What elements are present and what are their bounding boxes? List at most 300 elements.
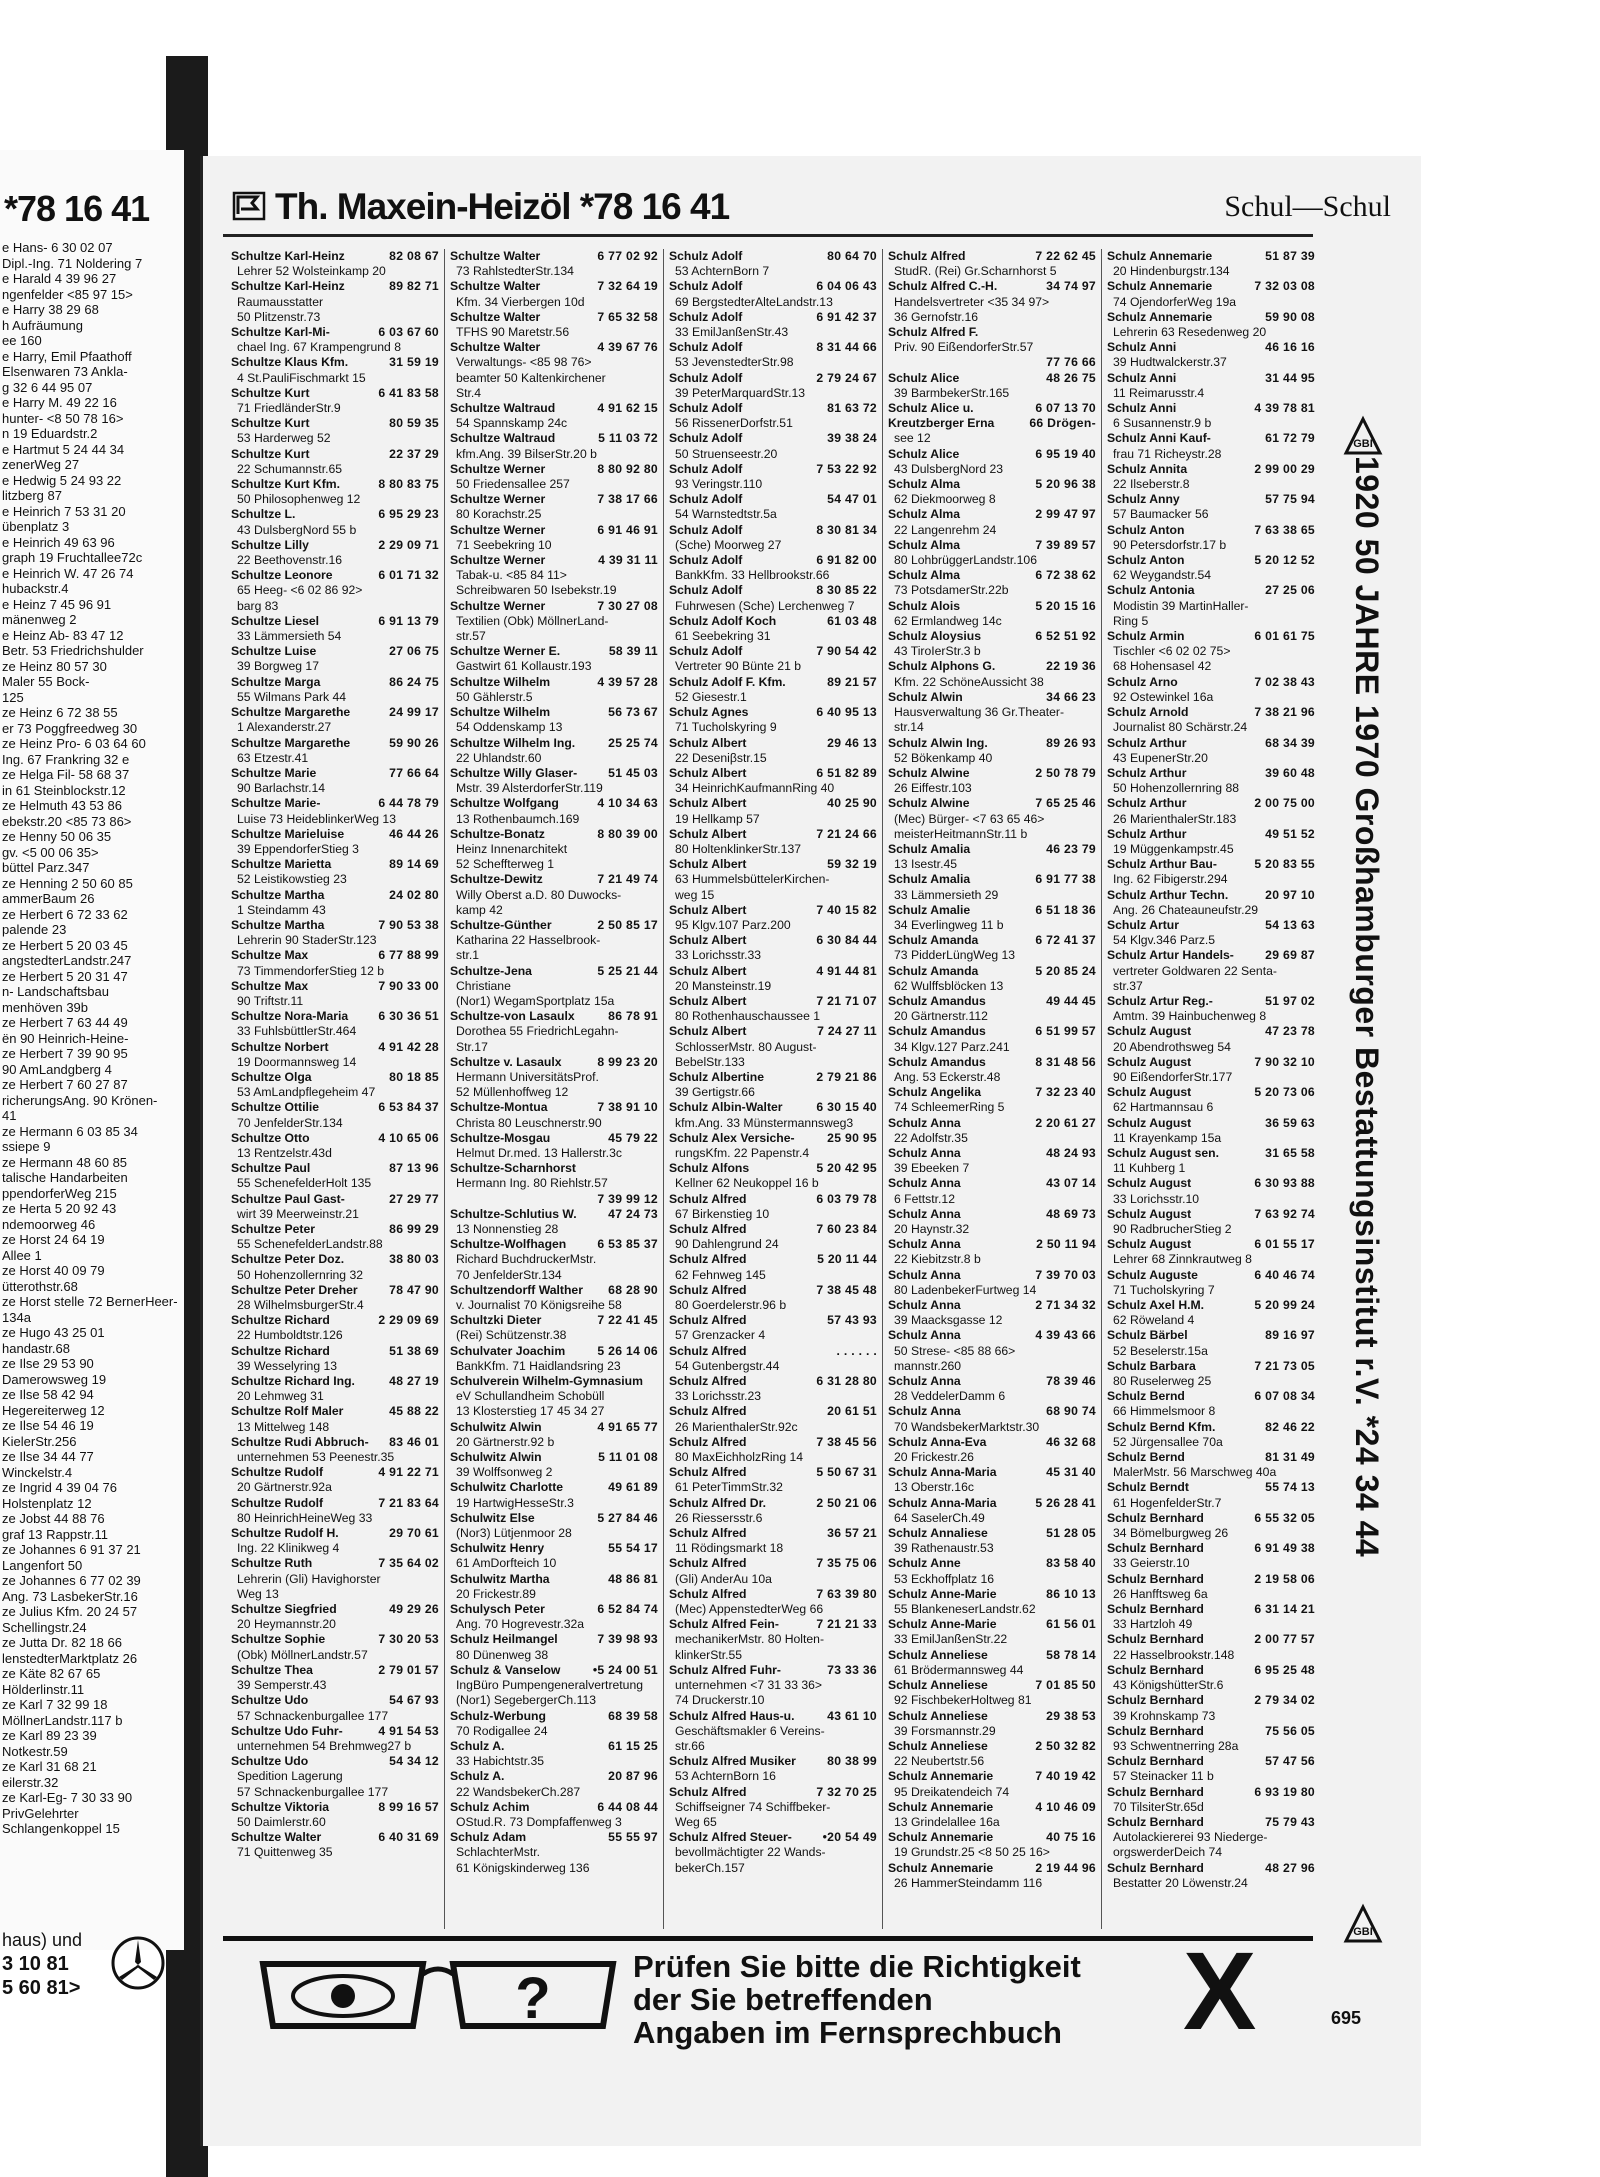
listing-entry [888,1176,1096,1206]
address-line: 61 PeterTimmStr.32 [675,1480,783,1495]
address-line: 20 Abendrothsweg 54 [1113,1039,1231,1054]
listing-entry [669,1556,877,1586]
listing-entry [1107,1861,1315,1891]
subscriber-name: Schultze Lilly [231,537,309,552]
subscriber-name: Schulz Bernhard [1107,1784,1204,1799]
address-line: Lehrer 68 Zinnkrautweg 8 [1113,1252,1252,1267]
address-line: 19 Müggenkampstr.45 [1113,841,1234,856]
listing-entry [1107,1116,1315,1146]
address-line: 61 Brödermannsweg 44 [894,1662,1024,1677]
listing-entry [450,736,658,766]
address-line: 90 Dahlengrund 24 [675,1237,779,1252]
address-line: Geschäftsmakler 6 Vereins- [675,1723,825,1738]
address-line: (Nor3) Lütjenmoor 28 [456,1526,572,1541]
phone-number: 6 72 38 62 [1035,568,1096,583]
listing-entry [231,1693,439,1723]
listing-entry [231,1161,439,1191]
phone-number: 47 24 73 [608,1206,658,1221]
address-line: 70 WandsbekerMarktstr.30 [894,1419,1040,1434]
listing-entry [888,1496,1096,1526]
listing-entry [1107,492,1315,522]
listing-entry [231,355,439,385]
listing-entry [888,416,1096,446]
listing-entry [888,659,1096,689]
subscriber-name: Schulz Bernd Kfm. [1107,1419,1216,1434]
subscriber-name: Schulz Adolf [669,340,743,355]
phone-number: 6 30 15 40 [816,1100,877,1115]
subscriber-name: Schulz Anneliese [888,1738,988,1753]
left-footer-line: 3 10 81 [2,1953,69,1975]
phone-number: 5 26 14 06 [597,1343,658,1358]
subscriber-name: Schultze Walter [450,340,541,355]
left-listing-line: ze Herbert 7 39 90 95 [2,1046,128,1061]
left-listing-line: ze Horst 40 09 79 [2,1263,105,1278]
phone-number: 59 32 19 [827,857,877,872]
subscriber-name: Schulz Axel H.M. [1107,1298,1205,1313]
phone-number: 48 27 19 [389,1374,439,1389]
subscriber-name: Schulz Artur Reg.- [1107,993,1213,1008]
address-line: 74 OjendorferWeg 19a [1113,294,1237,309]
address-line: Weg 13 [237,1586,279,1601]
listing-entry [450,1480,658,1510]
phone-number: 4 10 46 09 [1035,1799,1096,1814]
address-line: 62 Hartmannsau 6 [1113,1100,1214,1115]
subscriber-name: Schultze Rudi Abbruch- [231,1434,369,1449]
left-listing-line: Hegereiterweg 12 [2,1402,105,1418]
phone-number: 4 39 57 28 [597,674,658,689]
left-page-header: *78 16 41 [4,188,150,229]
address-line: str.57 [456,629,486,644]
phone-number: 6 53 85 37 [597,1237,658,1252]
phone-number: 81 31 49 [1265,1450,1315,1465]
listing-entry [669,675,877,705]
address-line: 70 JenfelderStr.134 [237,1115,343,1130]
subscriber-name: Schultze Leonore [231,568,333,583]
address-line: 33 Lämmersieth 54 [237,629,342,644]
subscriber-name: Schulwitz Alwin [450,1419,542,1434]
phone-number: 87 13 96 [389,1161,439,1176]
address-line: 39 Maacksgasse 12 [894,1313,1003,1328]
subscriber-name: Schultze Marieluise [231,826,345,841]
listing-entry [450,1192,658,1207]
subscriber-name: Schulz Anna [888,1176,961,1191]
left-listing-line: e Hartmut 5 24 44 34 [2,441,125,457]
phone-number: 75 79 43 [1265,1814,1315,1829]
subscriber-name: Schulz Amalie [888,902,971,917]
phone-number: 5 20 96 38 [1035,477,1096,492]
subscriber-name: Schulz Arthur [1107,796,1187,811]
subscriber-name: Schulz Anneliese [888,1678,988,1693]
listing-entry [231,1192,439,1222]
address-line: 13 Mittelweg 148 [237,1419,330,1434]
listing-entry [1107,766,1315,796]
subscriber-name: Schultze Siegfried [231,1602,337,1617]
listing-entry [1107,1450,1315,1480]
listing-entry [450,918,658,964]
left-listing-line: e Heinz Ab- 83 47 12 [2,627,124,643]
left-listing-line: ze Herbert 7 60 27 87 [2,1077,128,1092]
phone-number: 4 91 62 15 [597,401,658,416]
subscriber-name: Schulz Bernhard [1107,1510,1204,1525]
phone-number: 4 91 65 77 [597,1419,658,1434]
subscriber-name: Schulz Albert [669,902,747,917]
listing-entry [669,1374,877,1404]
address-line: Ang. 26 Chateauneufstr.29 [1113,902,1259,917]
listing-entry [450,1283,658,1313]
phone-number: 51 87 39 [1265,249,1315,263]
phone-number: 8 80 39 00 [597,826,658,841]
address-line: Ing. 62 Fibigerstr.294 [1113,872,1228,887]
phone-number: 5 50 67 31 [816,1465,877,1480]
phone-number: 7 38 17 66 [597,492,658,507]
address-line: 62 Fehnweg 145 [675,1267,766,1282]
subscriber-name: Schulz Bernhard [1107,1693,1204,1708]
subscriber-name: Schulz Bernhard [1107,1754,1204,1769]
subscriber-name: Schultze Marie- [231,796,321,811]
subscriber-name: Schultze Waltraud [450,401,556,416]
left-listing-line: ze Herbert 5 20 03 45 [2,937,128,953]
phone-number: 2 19 58 06 [1254,1571,1315,1586]
address-line: 19 Doormannsweg 14 [237,1054,357,1069]
phone-number: 40 75 16 [1046,1830,1096,1845]
phone-number: 39 60 48 [1265,765,1315,780]
left-listing-line: ze Ilse 34 44 77 [2,1449,94,1464]
listing-entry [1107,1389,1315,1419]
phone-number: 89 14 69 [389,857,439,872]
left-listing-line: ze Jutta Dr. 82 18 66 [2,1635,122,1650]
subscriber-name: Schulz Annemarie [888,1769,994,1784]
funeral-ad-sidebar [1333,438,1403,1976]
phone-number: 4 91 42 28 [378,1039,439,1054]
subscriber-name: Schulz Bernd [1107,1450,1185,1465]
phone-number: 4 10 65 06 [378,1130,439,1145]
subscriber-name: Schulz Arthur [1107,765,1187,780]
subscriber-name: Schulz Arthur [1107,735,1187,750]
subscriber-name: Schultze Max [231,978,309,993]
address-line: barg 83 [237,598,279,613]
phone-number: 4 39 78 81 [1254,401,1315,416]
left-listing-line: er 73 Poggfreedweg 30 [2,720,138,736]
subscriber-name: Schultze-Bonatz [450,826,545,841]
listing-entry [669,371,877,401]
notice-line: der Sie betreffenden [633,1982,933,2017]
phone-number: 2 50 32 82 [1035,1738,1096,1753]
listing-entry [888,1678,1096,1708]
address-line: 69 BergstedterAlteLandstr.13 [675,294,833,309]
address-line: unternehmen 53 Peenestr.35 [237,1450,395,1465]
phone-number: 6 31 14 21 [1254,1602,1315,1617]
subscriber-name: Schultze Martha [231,887,325,902]
phone-number: 7 38 45 56 [816,1434,877,1449]
phone-number: 7 65 32 58 [597,309,658,324]
address-line: 26 Eiffestr.103 [894,781,972,796]
subscriber-name: Schultze Kurt [231,385,310,400]
address-line: (Gli) AnderAu 10a [675,1571,772,1586]
address-line: 22 Humboldtstr.126 [237,1328,343,1343]
left-listing-line: 41 [2,1108,17,1123]
left-listing-line: 134a [2,1309,31,1325]
address-line: 22 Beethovenstr.16 [237,553,343,568]
listing-entry [1107,1602,1315,1632]
address-line: 34 Klgv.127 Parz.241 [894,1039,1010,1054]
listing-entry [888,568,1096,598]
phone-number: 6 91 46 91 [597,522,658,537]
address-line: Kellner 62 Neukoppel 16 b [675,1176,819,1191]
phone-number: 4 39 43 66 [1035,1328,1096,1343]
address-line: 20 Heymannstr.20 [237,1617,336,1632]
listing-entry [450,1374,658,1420]
subscriber-name: Schulwitz Alwin [450,1450,542,1465]
phone-number: 7 02 38 43 [1254,674,1315,689]
address-line: (Mec) AppenstedterWeg 66 [675,1602,824,1617]
left-listing-line: mänenweg 2 [2,612,77,627]
listing-entry [450,796,658,826]
address-line: Spedition Lagerung [237,1769,343,1784]
listing-entry [1107,629,1315,675]
phone-number: 29 69 87 [1265,948,1315,963]
subscriber-name: Schulz Anneliese [888,1647,988,1662]
svg-text:GBI: GBI [1353,438,1373,450]
subscriber-name: Schultze Werner E. [450,644,561,659]
phone-number: 82 08 67 [389,249,439,263]
address-line: 80 LadenbekerFurtweg 14 [894,1282,1037,1297]
listing-entry [669,766,877,796]
phone-number: 54 67 93 [389,1693,439,1708]
subscriber-name: Schulz Adolf [669,553,743,568]
subscriber-name: Schulz Auguste [1107,1267,1198,1282]
subscriber-name: Schulz Armin [1107,629,1185,644]
address-line: 52 Bökenkamp 40 [894,750,993,765]
address-line: 54 Gutenbergstr.44 [675,1358,780,1373]
listing-entry [669,644,877,674]
listing-entry [1107,705,1315,735]
listing-entry [669,1526,877,1556]
subscriber-name: Schulz Annemarie [888,1799,994,1814]
address-line: 73 PidderLüngWeg 13 [894,948,1016,963]
address-line: chael Ing. 67 Krampengrund 8 [237,340,401,355]
phone-number: 6 95 29 23 [378,507,439,522]
subscriber-name: Schulz August [1107,1024,1192,1039]
listing-entry [1107,888,1315,918]
listing-entry [450,766,658,796]
listing-entry [450,644,658,674]
address-line: 1 Steindamm 43 [237,902,326,917]
address-line: 20 Gärtnerstr.92 b [456,1434,555,1449]
phone-number: 7 32 03 08 [1254,279,1315,294]
subscriber-name: Schulz Adolf [669,431,743,446]
subscriber-name: Schulwitz Else [450,1510,535,1525]
address-line: Str.4 [456,385,482,400]
left-listing-line: e Hans- 6 30 02 07 [2,240,113,255]
address-line: SchlachterMstr. [456,1845,540,1860]
address-line: kfm.Ang. 39 BilserStr.20 b [456,446,597,461]
subscriber-name: Schulz Heilmangel [450,1632,558,1647]
phone-number: 2 79 21 86 [816,1069,877,1084]
address-line: Amtm. 39 Hainbuchenweg 8 [1113,1009,1267,1024]
phone-number: 6 95 19 40 [1035,446,1096,461]
listing-entry [888,1055,1096,1085]
address-line: Christiane [456,978,511,993]
address-line: 43 KönigshütterStr.6 [1113,1678,1224,1693]
phone-number: 4 91 22 71 [378,1465,439,1480]
left-listing-line: handastr.68 [2,1340,70,1356]
subscriber-name: Schulz Alfred Dr. [669,1495,767,1510]
phone-number: 7 90 32 10 [1254,1054,1315,1069]
address-line: Gastwirt 61 Kollaustr.193 [456,659,592,674]
subscriber-name: Schulz Alfred Musiker [669,1754,796,1769]
address-line: 90 Triftstr.11 [237,993,304,1008]
phone-number: 27 06 75 [389,644,439,659]
phone-number: 83 46 01 [389,1434,439,1449]
listing-entry [888,964,1096,994]
phone-number: 6 93 19 80 [1254,1784,1315,1799]
subscriber-name: Schulz Alphons G. [888,659,996,674]
phone-number: •5 24 00 51 [592,1662,658,1677]
phone-number: 7 40 19 42 [1035,1769,1096,1784]
address-line: 52 Scheffterweg 1 [456,857,555,872]
left-listing-line: MöllnerLandstr.117 b [2,1712,123,1728]
address-line: BankKfm. 71 Haidlandsring 23 [456,1358,621,1373]
subscriber-name: Schulz Anna [888,1267,961,1282]
phone-number: 54 13 63 [1265,917,1315,932]
subscriber-name: Schulz Bernd [1107,1389,1185,1404]
subscriber-name: Schulz Anna-Eva [888,1434,987,1449]
address-line: 66 Himmelsmoor 8 [1113,1404,1216,1419]
phone-number: 7 35 64 02 [378,1556,439,1571]
listing-entry [450,675,658,705]
phone-number: 73 33 36 [827,1662,877,1677]
listing-entry [450,279,658,309]
address-line: 80 HoltenklinkerStr.137 [675,841,802,856]
listing-entry [1107,1024,1315,1054]
phone-number: 27 25 06 [1265,583,1315,598]
subscriber-name: Schulz Alwine [888,765,970,780]
address-line: 62 Weygandstr.54 [1113,568,1212,583]
address-line: 55 SchenefelderHolt 135 [237,1176,372,1191]
subscriber-name: Schulz Alfred [669,1343,747,1358]
phone-number: 6 40 95 13 [816,705,877,720]
left-listing-line: ebekstr.20 <85 73 86> [2,813,132,829]
listing-entry [231,1830,439,1860]
phone-number: 68 90 74 [1046,1404,1096,1419]
listing-entry [669,964,877,994]
phone-number: 7 65 25 46 [1035,796,1096,811]
listing-entry [450,523,658,553]
subscriber-name: Schultze Walter [450,309,541,324]
subscriber-name: Schultze Liesel [231,613,320,628]
address-line: 13 Rothenbaumch.169 [456,811,580,826]
address-line: (Nor1) SegebergerCh.113 [456,1693,597,1708]
address-line: 74 Druckerstr.10 [675,1693,765,1708]
subscriber-name: Schulz Amanda [888,963,979,978]
phone-number: 2 79 01 57 [378,1662,439,1677]
phone-number: 2 50 21 06 [816,1495,877,1510]
address-line: 22 Uhlandstr.60 [456,750,542,765]
listing-entry [1107,553,1315,583]
address-line: 39 Semperstr.43 [237,1678,327,1693]
subscriber-name: Schultze Kurt [231,416,310,431]
address-line: 53 Eckhoffplatz 16 [894,1571,995,1586]
phone-number: 89 16 97 [1265,1328,1315,1343]
left-listing-line: n- Landschaftsbau [2,984,109,999]
address-line: 4 St.PauliFischmarkt 15 [237,370,366,385]
subscriber-name: Schulz Arthur [1107,826,1187,841]
listing-entry [231,279,439,325]
listing-entry [231,1526,439,1556]
listing-entry [888,1830,1096,1860]
address-line: 93 Veringstr.110 [675,477,763,492]
phone-number: 36 57 21 [827,1526,877,1541]
subscriber-name: Schulz Albert [669,963,747,978]
left-listing-line: e Heinrich 7 53 31 20 [2,503,126,519]
svg-text:GBI: GBI [1353,1926,1373,1938]
subscriber-name: Schulz Annemarie [888,1830,994,1845]
listing-entry [888,1207,1096,1237]
address-line: 92 Ostewinkel 16a [1113,689,1214,704]
address-line: 71 FriedländerStr.9 [237,401,341,416]
address-line: 39 Ebeeken 7 [894,1161,970,1176]
listing-entry [888,1404,1096,1434]
left-listing-line: ze Horst 24 64 19 [2,1232,105,1247]
subscriber-name: Schulz Alwin Ing. [888,735,988,750]
listing-entry [231,507,439,537]
left-listing-line: h Aufräumung [2,317,83,333]
address-line: 90 EißendorferStr.177 [1113,1069,1233,1084]
phone-number: 86 10 13 [1046,1586,1096,1601]
phone-number: 5 20 15 16 [1035,598,1096,613]
listing-entry [231,644,439,674]
listing-entry [231,1100,439,1130]
phone-number: 7 24 27 11 [817,1024,877,1039]
subscriber-name: Schulz Alfred C.-H. [888,279,998,294]
subscriber-name: Schulz Anna [888,1237,961,1252]
phone-number: 6 91 42 37 [816,309,877,324]
address-line: rungsKfm. 22 Papenstr.4 [675,1145,810,1160]
phone-number: 7 35 75 06 [816,1556,877,1571]
listing-entry [1107,583,1315,629]
subscriber-name: Schulz Albert [669,933,747,948]
listing-entry [450,599,658,645]
phone-number: 7 39 98 93 [597,1632,658,1647]
listing-entry [231,918,439,948]
left-listing-line: zenerWeg 27 [2,457,80,472]
address-line: 22 Deseniβstr.15 [675,750,767,765]
listing-entry [669,1465,877,1495]
address-line: IngBüro Pumpengeneralvertretung [456,1678,643,1693]
left-listing-line: ze Julius Kfm. 20 24 57 [2,1604,138,1619]
listing-entry [888,355,1096,370]
listing-column-2 [450,249,658,1929]
subscriber-name: Schulz Alfred Fuhr- [669,1662,781,1677]
phone-number: 61 72 79 [1265,431,1315,446]
phone-number: 8 30 85 22 [816,583,877,598]
subscriber-name: Schultze Luise [231,644,317,659]
listing-entry [669,431,877,461]
address-line: 11 Reimarusstr.4 [1113,385,1205,400]
phone-number: 6 30 93 88 [1254,1176,1315,1191]
subscriber-name: Schulz Alfons [669,1161,750,1176]
phone-number: 47 23 78 [1265,1024,1315,1039]
address-line: 39 BarmbekerStr.165 [894,385,1010,400]
listing-entry [450,553,658,599]
subscriber-name: Schulz Alfred [669,1222,747,1236]
svg-text:?: ? [515,1966,551,2031]
left-listing-line: ze Hugo 43 25 01 [2,1325,105,1340]
listing-entry [450,1100,658,1130]
listing-entry [888,1024,1096,1054]
phone-number: 7 53 22 92 [816,461,877,476]
address-line: 34 Bömelburgweg 26 [1113,1526,1229,1541]
